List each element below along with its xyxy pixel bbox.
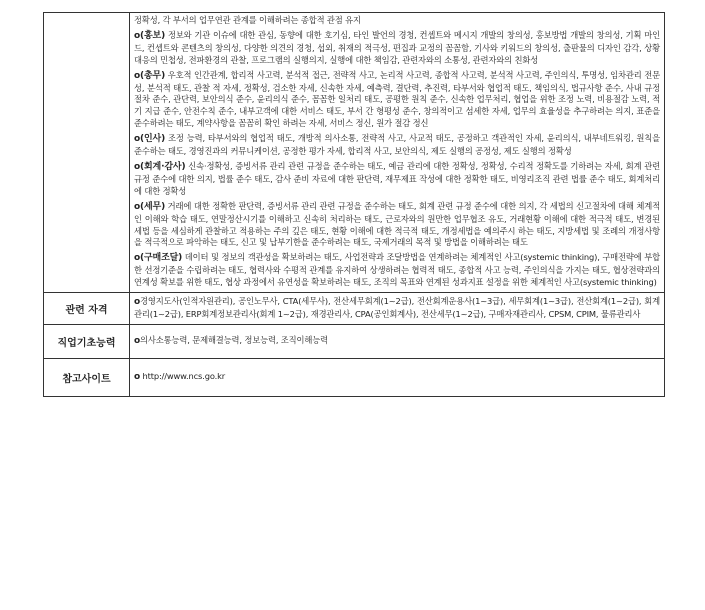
attitude-section-pr — [134, 30, 660, 67]
attitude-section-hr — [134, 133, 660, 158]
attitude-section-tax — [134, 201, 660, 250]
section-category: (인사) — [140, 134, 166, 145]
bullet-marker: o — [134, 161, 141, 172]
certification-row — [44, 293, 665, 325]
section-category: (총무) — [140, 70, 166, 81]
bullet-marker: o — [134, 253, 141, 264]
section-text: 정보와 기관 이슈에 대한 관심, 동향에 대한 호기심, 타인 발언의 경청, 컨셉트와 메시지 개발의 창의성, 홍보방법 개발의 창의성, 기획 마인드, 컨셉트와 콘텐츠의 창의성, 다양한 의견의 경청, 섭외, 취재의 적극성, 편집과 교정의 꼼꼼함, 기사와 키워드의 창의성, 출판물의 디자인 감각, 상황 대응의 민첩성, 전파환경의 관찰, 프로그램의 실행의지, 실행에 대한 책임감, 관련자와의 소통성, 관련자와의 친화성 — [134, 29, 660, 65]
bullet-marker: o — [134, 30, 141, 41]
basic-competency-row — [44, 324, 665, 358]
reference-site-content — [130, 358, 665, 396]
certification-text: 경영지도사(인적자원관리), 공인노무사, CTA(세무사), 전산세무회계(1~2급), 전산회계운용사(1~3급), 세무회계(1~3급), 전산회계(1~2급), 회계관리(1~2급), ERP회계정보관리사(회계 1~2급), 재경관리사, CPA(공인회계사), 전산세무(1~2급), 구매자재관리사, CPSM, CPIM, 물류관리사 — [134, 296, 660, 319]
attitude-section-procurement — [134, 252, 660, 289]
bullet-marker: o — [134, 201, 141, 212]
basic-competency-content — [130, 324, 665, 358]
ncs-attitude-table — [43, 12, 665, 397]
attitude-section-accounting-audit — [134, 161, 660, 198]
reference-site-link[interactable]: http://www.ncs.go.kr — [140, 370, 226, 381]
section-text: 신속·정확성, 증빙서류 관리 관련 규정을 준수하는 태도, 예금 관리에 대한 정확성, 정확성, 수리적 정확도를 기하려는 자세, 회계 관련 규정 준수에 대한 의지, 법률 준수 태도, 감사 준비 자료에 대한 판단력, 재무제표 작성에 대한 정확한 태도, 비영리조직 관련 법률 준수 태도, 회계처리에 대한 정확성 — [134, 160, 660, 196]
section-category: (세무) — [140, 201, 166, 212]
attitude-continued-line: 정확성, 각 부서의 업무연관 관계를 이해하려는 종합적 관점 유지 — [134, 15, 361, 25]
bullet-marker: o — [134, 70, 141, 81]
section-category: (구매조달) — [140, 253, 183, 264]
attitude-label-cell — [44, 13, 130, 293]
certification-content — [130, 293, 665, 325]
bullet-marker: o — [134, 335, 141, 346]
reference-site-row — [44, 358, 665, 396]
basic-competency-label: 직업기초능력 — [44, 324, 130, 358]
attitude-section-general-affairs — [134, 70, 660, 131]
section-category: (회계·감사) — [140, 161, 186, 172]
attitude-content-cell — [130, 13, 665, 293]
section-text: 우호적 인간관계, 합리적 사고력, 분석적 접근, 전략적 사고, 논리적 사고력, 종합적 사고력, 분석적 사고력, 주인의식, 투명성, 임차관리 전문성, 분석적 태도, 관찰 적 자세, 정확성, 검소한 자세, 신속한 자세, 예측력, 결단력, 추진력, 타부서와 협업적 태도, 책임의식, 법규사항 준수, 사내 규정 절차 준수, 관단력, 보안의식 준수, 윤리의식 준수, 꼼꼼한 일처리 태도, 공평한 원칙 준수, 신속한 업무처리, 협업을 위한 조정 노력, 비용절감 노력, 적기 지급 준수, 안전수칙 준수, 내부고객에 대한 서비스 태도, 부서 간 형평성 준수, 창의적이고 섬세한 자세, 업무의 효율성을 추구하려는 의지, 표준을 준수하려는 태도, 계약사항을 꼼꼼히 확인 하려는 자세, 서비스 정신, 원가 절감 정신 — [134, 69, 660, 129]
certification-label: 관련 자격 — [44, 293, 130, 325]
reference-site-label: 참고사이트 — [44, 358, 130, 396]
bullet-marker: o — [134, 371, 141, 382]
section-text: 거래에 대한 정확한 판단력, 증빙서류 관리 관련 규정을 준수하는 태도, 회계 관련 규정 준수에 대한 의지, 각 세법의 신고절차에 대해 체계적인 이해와 학습 태도, 연말정산시기를 이해하고 신속히 처리하는 태도, 근로자와의 원만한 업무협조 유도, 거래현황 이해에 대한 적극적 태도, 변경된 세법 등을 세심하게 관찰하고 적용하는 주의 깊은 태도, 현황 이해에 대한 적극적 태도, 개정세법을 예의주시 하는 태도, 지방세법 및 조례의 개정사항을 적극적으로 파악하는 태도, 신고 및 납부기한을 준수하려는 태도, 국제거래의 목적 및 방법을 이해하려는 태도 — [134, 200, 660, 248]
bullet-marker: o — [134, 297, 141, 308]
basic-competency-text: 의사소통능력, 문제해결능력, 정보능력, 조직이해능력 — [140, 334, 328, 345]
section-text: 조정 능력, 타부서와의 협업적 태도, 개방적 의사소통, 전략적 사고, 사교적 태도, 공정하고 객관적인 자세, 윤리의식, 내부네트워킹, 원칙을 준수하는 태도, 경영진과의 커뮤니케이션, 공정한 평가 자세, 합리적 사고, 보안의식, 제도 실행의 공정성, 제도 실행의 정확성 — [134, 133, 660, 157]
section-text: 데이터 및 정보의 객관성을 확보하려는 태도, 사업전략과 조달방법을 연계하려는 체계적인 사고(systemic thinking), 구매전략에 부합한 선정기준을 수립하려는 태도, 협력사와 수평적 관계를 유지하여 상생하려는 협력적 태도, 종합적 사고 능력, 주인의식을 가지는 태도, 협상전략과의 연계성 확보를 위한 태도, 협상 과정에서 유연성을 확보하려는 태도, 조직의 목표와 연계된 성과지표 설정을 위한 체계적인 사고(systemic thinking) — [134, 252, 660, 288]
bullet-marker: o — [134, 134, 141, 145]
section-category: (홍보) — [140, 30, 166, 41]
attitude-row — [44, 13, 665, 293]
